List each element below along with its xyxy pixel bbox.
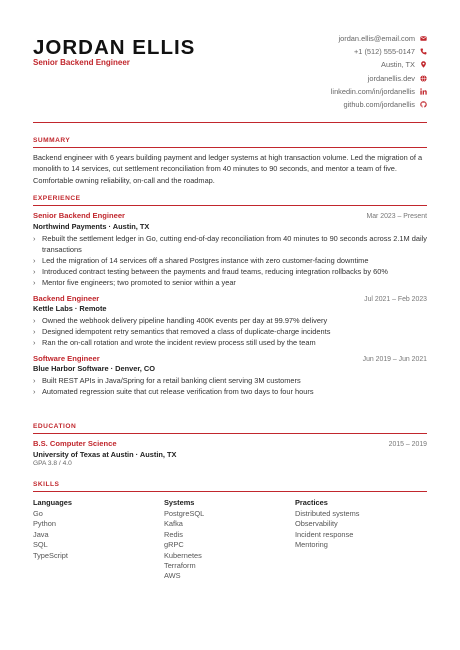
job-title: Senior Backend Engineer — [33, 211, 125, 220]
skills-column-title: Languages — [33, 498, 73, 507]
job-bullet — [33, 266, 427, 277]
skill-item: Java — [33, 529, 49, 539]
experience-divider — [33, 205, 427, 206]
chevron-right-icon: › — [33, 338, 36, 348]
skill-item: Kubernetes — [164, 550, 202, 560]
chevron-right-icon: › — [33, 316, 36, 326]
job-title: Software Engineer — [33, 353, 100, 363]
candidate-name: JORDAN ELLIS — [33, 36, 196, 59]
skills-column-title: Practices — [295, 498, 328, 507]
candidate-headline: Senior Backend Engineer — [33, 58, 130, 67]
skill-item: Mentoring — [295, 540, 328, 550]
job-dates: Jun 2019 – Jun 2021 — [362, 355, 427, 363]
summary-divider — [33, 147, 427, 148]
job-company: Kettle Labs · Remote — [33, 304, 107, 314]
github-icon — [420, 101, 427, 108]
job-entry — [33, 294, 427, 349]
skills-column-systems — [164, 498, 295, 582]
education-section — [33, 423, 427, 467]
contact-github-text: github.com/jordanellis — [343, 100, 415, 110]
linkedin-icon — [420, 88, 427, 95]
job-bullet-text: Rebuilt the settlement ledger in Go, cutting end-of-day reconciliation from 40 minutes to 90 seconds across 2.1M daily transactions — [42, 233, 427, 254]
mail-icon — [420, 35, 427, 42]
header-divider — [33, 122, 427, 123]
job-title: Backend Engineer — [33, 293, 100, 303]
education-divider — [33, 433, 427, 434]
skill-item: Go — [33, 509, 43, 518]
education-degree: B.S. Computer Science — [33, 439, 117, 448]
phone-icon — [420, 48, 427, 55]
job-bullets — [33, 233, 427, 289]
job-bullet-text: Led the migration of 14 services off a shared Postgres instance with zero customer-facing downtime — [42, 255, 369, 265]
skill-item: Python — [33, 519, 57, 529]
skills-heading: SKILLS — [33, 481, 60, 488]
skills-column-title: Systems — [164, 498, 195, 507]
job-bullet-text: Built REST APIs in Java/Spring for a retail banking client serving 3M customers — [42, 376, 301, 386]
job-bullets — [33, 375, 427, 397]
chevron-right-icon: › — [33, 387, 36, 397]
job-bullet — [33, 375, 427, 386]
job-bullet — [33, 233, 427, 255]
contact-linkedin[interactable] — [331, 85, 427, 98]
skills-divider — [33, 491, 427, 492]
job-bullet-text: Introduced contract testing between the payments and fraud teams, reducing integration rollbacks by 60% — [42, 267, 388, 277]
skill-item: Distributed systems — [295, 509, 360, 518]
education-dates: 2015 – 2019 — [388, 441, 427, 448]
job-company: Northwind Payments · Austin, TX — [33, 221, 150, 231]
job-company: Blue Harbor Software · Denver, CO — [33, 364, 155, 374]
job-bullets — [33, 315, 427, 349]
skill-item: Terraform — [164, 561, 196, 571]
job-bullet-text: Owned the webhook delivery pipeline handling 400K events per day at 99.97% delivery — [42, 316, 328, 326]
job-bullet — [33, 386, 427, 397]
skills-column-languages — [33, 498, 164, 582]
job-bullet — [33, 255, 427, 266]
contact-website[interactable] — [331, 72, 427, 85]
skill-item: Kafka — [164, 519, 183, 529]
job-bullet-text: Ran the on-call rotation and wrote the incident review process still used by the team — [42, 338, 316, 348]
contact-list — [331, 32, 427, 111]
chevron-right-icon: › — [33, 255, 36, 265]
contact-location — [331, 58, 427, 71]
summary-text: Backend engineer with 6 years building payment and ledger systems at high transaction volume. Led the migration of a monolith to 14 services, cut settlement reconciliation from 40 minutes to 90 seconds, and mentor a team of five. Comfortable owning reliability, on-call and the roadmap. — [33, 153, 423, 185]
job-bullet — [33, 337, 427, 348]
contact-linkedin-text: linkedin.com/in/jordanellis — [330, 86, 415, 96]
skills-columns — [33, 498, 427, 582]
education-heading: EDUCATION — [33, 423, 77, 430]
education-gpa: GPA 3.8 / 4.0 — [33, 460, 72, 467]
job-bullet — [33, 277, 427, 288]
job-entry — [33, 211, 427, 289]
resume-header — [33, 0, 427, 116]
contact-email[interactable] — [331, 32, 427, 45]
contact-phone[interactable] — [331, 45, 427, 58]
skill-item: Incident response — [295, 529, 354, 539]
contact-email-text: jordan.ellis@email.com — [338, 34, 415, 44]
job-entry — [33, 354, 427, 398]
chevron-right-icon: › — [33, 267, 36, 277]
job-dates: Jul 2021 – Feb 2023 — [364, 295, 427, 303]
job-bullet — [33, 326, 427, 337]
job-bullet-text: Designed idempotent retry semantics that removed a class of duplicate-charge incidents — [42, 327, 331, 337]
chevron-right-icon: › — [33, 376, 36, 386]
summary-heading: SUMMARY — [33, 137, 71, 144]
contact-location-text: Austin, TX — [381, 60, 415, 70]
job-bullet-text: Mentor five engineers; two promoted to senior within a year — [42, 278, 236, 288]
summary-section — [33, 137, 427, 186]
skill-item: Redis — [164, 529, 183, 539]
job-bullet — [33, 315, 427, 326]
contact-website-text: jordanellis.dev — [367, 73, 415, 83]
contact-github[interactable] — [331, 98, 427, 111]
skill-item: SQL — [33, 540, 48, 550]
skill-item: TypeScript — [33, 550, 68, 560]
job-bullet-text: Automated regression suite that cut release verification from two days to four hours — [42, 387, 314, 397]
chevron-right-icon: › — [33, 233, 36, 243]
chevron-right-icon: › — [33, 327, 36, 337]
skill-item: PostgreSQL — [164, 509, 205, 518]
chevron-right-icon: › — [33, 278, 36, 288]
skills-section — [33, 481, 427, 582]
globe-icon — [420, 75, 427, 82]
skill-item: AWS — [164, 571, 181, 581]
experience-heading: EXPERIENCE — [33, 195, 81, 202]
contact-phone-text: +1 (512) 555-0147 — [353, 47, 415, 57]
skills-column-practices — [295, 498, 426, 582]
skill-item: gRPC — [164, 540, 184, 550]
job-dates: Mar 2023 – Present — [366, 213, 427, 220]
education-school: University of Texas at Austin · Austin, TX — [33, 449, 177, 459]
experience-section — [33, 195, 427, 398]
location-pin-icon — [420, 61, 427, 68]
skill-item: Observability — [295, 519, 338, 529]
